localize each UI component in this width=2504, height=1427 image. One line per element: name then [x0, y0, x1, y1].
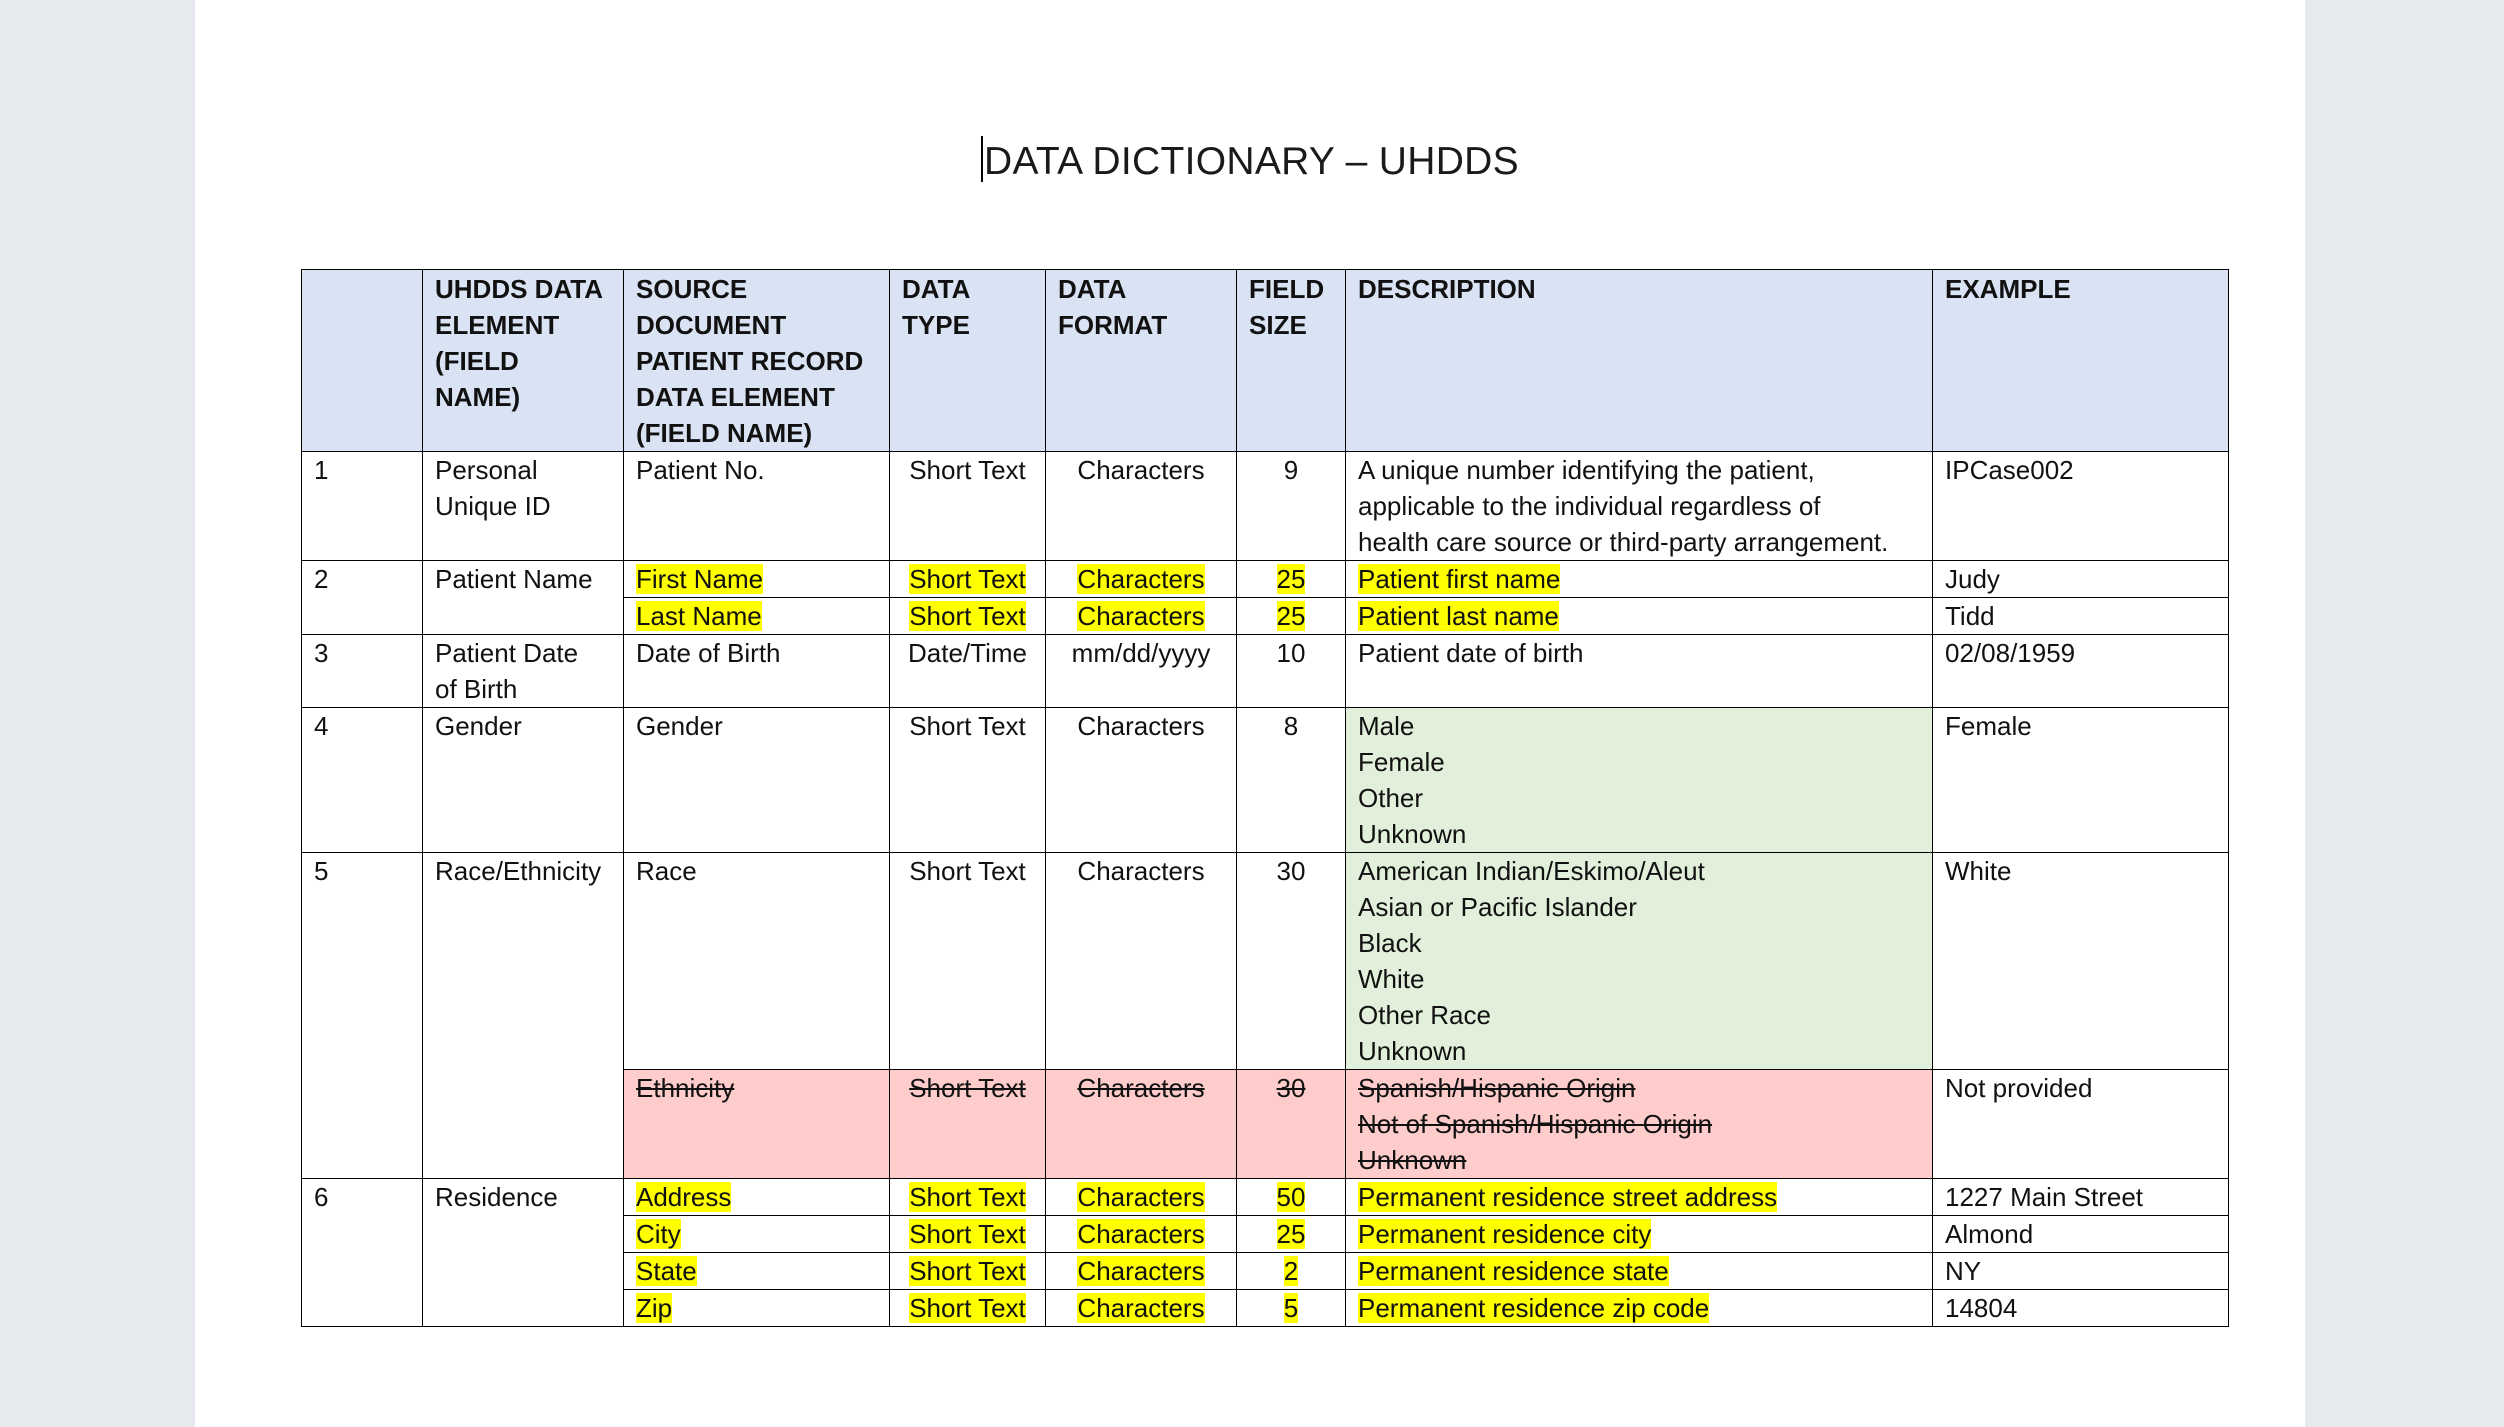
source-field-cell[interactable]: Last Name: [624, 598, 890, 635]
row-number[interactable]: 5: [302, 853, 423, 1179]
data-type-cell[interactable]: Short Text: [890, 1290, 1046, 1327]
table-row: [302, 853, 2229, 1070]
example-cell[interactable]: 1227 Main Street: [1933, 1179, 2229, 1216]
header-uhdds-element: UHDDS DATA ELEMENT (FIELD NAME): [423, 270, 624, 452]
description-cell[interactable]: Patient first name: [1346, 561, 1933, 598]
data-type-cell[interactable]: Short Text: [890, 1179, 1046, 1216]
data-type-cell[interactable]: Short Text: [890, 1216, 1046, 1253]
example-cell[interactable]: Not provided: [1933, 1070, 2229, 1179]
data-type-cell[interactable]: Short Text: [890, 598, 1046, 635]
source-field-cell[interactable]: Date of Birth: [624, 635, 890, 708]
example-cell[interactable]: NY: [1933, 1253, 2229, 1290]
example-cell[interactable]: Female: [1933, 708, 2229, 853]
uhdds-element-cell[interactable]: Patient Date of Birth: [423, 635, 624, 708]
header-data-type: DATA TYPE: [890, 270, 1046, 452]
field-size-cell[interactable]: 10: [1237, 635, 1346, 708]
source-field-cell[interactable]: State: [624, 1253, 890, 1290]
table-row: [302, 708, 2229, 853]
data-format-cell[interactable]: Characters: [1046, 1290, 1237, 1327]
field-size-cell[interactable]: 30: [1237, 853, 1346, 1070]
description-cell[interactable]: Patient last name: [1346, 598, 1933, 635]
description-cell[interactable]: Permanent residence city: [1346, 1216, 1933, 1253]
description-cell[interactable]: Spanish/Hispanic Origin Not of Spanish/Hispanic Origin Unknown: [1346, 1070, 1933, 1179]
row-number[interactable]: 1: [302, 452, 423, 561]
field-size-cell[interactable]: 25: [1237, 1216, 1346, 1253]
description-cell[interactable]: Permanent residence street address: [1346, 1179, 1933, 1216]
source-field-cell[interactable]: Race: [624, 853, 890, 1070]
example-cell[interactable]: Tidd: [1933, 598, 2229, 635]
field-size-cell[interactable]: 30: [1237, 1070, 1346, 1179]
field-size-cell[interactable]: 2: [1237, 1253, 1346, 1290]
header-field-size: FIELD SIZE: [1237, 270, 1346, 452]
data-dictionary-table: [301, 269, 2229, 1327]
example-cell[interactable]: 02/08/1959: [1933, 635, 2229, 708]
uhdds-element-cell[interactable]: Residence: [423, 1179, 624, 1327]
field-size-cell[interactable]: 25: [1237, 598, 1346, 635]
description-cell[interactable]: American Indian/Eskimo/Aleut Asian or Pacific Islander Black White Other Race Unknown: [1346, 853, 1933, 1070]
field-size-cell[interactable]: 9: [1237, 452, 1346, 561]
header-description: DESCRIPTION: [1346, 270, 1933, 452]
header-number: [302, 270, 423, 452]
table-row: [302, 561, 2229, 598]
uhdds-element-cell[interactable]: Gender: [423, 708, 624, 853]
text-cursor: [981, 136, 983, 182]
header-data-format: DATA FORMAT: [1046, 270, 1237, 452]
source-field-cell[interactable]: Ethnicity: [624, 1070, 890, 1179]
data-format-cell[interactable]: Characters: [1046, 853, 1237, 1070]
example-cell[interactable]: IPCase002: [1933, 452, 2229, 561]
uhdds-element-cell[interactable]: Personal Unique ID: [423, 452, 624, 561]
data-type-cell[interactable]: Short Text: [890, 853, 1046, 1070]
source-field-cell[interactable]: Patient No.: [624, 452, 890, 561]
data-format-cell[interactable]: Characters: [1046, 708, 1237, 853]
data-format-cell[interactable]: mm/dd/yyyy: [1046, 635, 1237, 708]
row-number[interactable]: 6: [302, 1179, 423, 1327]
example-cell[interactable]: White: [1933, 853, 2229, 1070]
example-cell[interactable]: Judy: [1933, 561, 2229, 598]
data-format-cell[interactable]: Characters: [1046, 1216, 1237, 1253]
example-cell[interactable]: Almond: [1933, 1216, 2229, 1253]
description-cell[interactable]: A unique number identifying the patient, applicable to the individual regardless of health care source or third-party arrangement.: [1346, 452, 1933, 561]
document-page: [195, 0, 2305, 1427]
uhdds-element-cell[interactable]: Patient Name: [423, 561, 624, 635]
document-title[interactable]: DATA DICTIONARY – UHDDS: [195, 136, 2305, 184]
header-example: EXAMPLE: [1933, 270, 2229, 452]
table-row: [302, 452, 2229, 561]
data-type-cell[interactable]: Short Text: [890, 561, 1046, 598]
description-cell[interactable]: Patient date of birth: [1346, 635, 1933, 708]
data-format-cell[interactable]: Characters: [1046, 561, 1237, 598]
field-size-cell[interactable]: 8: [1237, 708, 1346, 853]
row-number[interactable]: 4: [302, 708, 423, 853]
field-size-cell[interactable]: 5: [1237, 1290, 1346, 1327]
uhdds-element-cell[interactable]: Race/Ethnicity: [423, 853, 624, 1179]
source-field-cell[interactable]: City: [624, 1216, 890, 1253]
field-size-cell[interactable]: 25: [1237, 561, 1346, 598]
source-field-cell[interactable]: Gender: [624, 708, 890, 853]
description-cell[interactable]: Male Female Other Unknown: [1346, 708, 1933, 853]
source-field-cell[interactable]: Zip: [624, 1290, 890, 1327]
table-row: [302, 1179, 2229, 1216]
source-field-cell[interactable]: Address: [624, 1179, 890, 1216]
data-type-cell[interactable]: Short Text: [890, 1070, 1046, 1179]
data-type-cell[interactable]: Short Text: [890, 452, 1046, 561]
data-type-cell[interactable]: Date/Time: [890, 635, 1046, 708]
row-number[interactable]: 2: [302, 561, 423, 635]
data-type-cell[interactable]: Short Text: [890, 1253, 1046, 1290]
data-format-cell[interactable]: Characters: [1046, 598, 1237, 635]
description-cell[interactable]: Permanent residence zip code: [1346, 1290, 1933, 1327]
example-cell[interactable]: 14804: [1933, 1290, 2229, 1327]
data-format-cell[interactable]: Characters: [1046, 1179, 1237, 1216]
description-cell[interactable]: Permanent residence state: [1346, 1253, 1933, 1290]
header-row: [302, 270, 2229, 452]
field-size-cell[interactable]: 50: [1237, 1179, 1346, 1216]
data-format-cell[interactable]: Characters: [1046, 1253, 1237, 1290]
data-format-cell[interactable]: Characters: [1046, 1070, 1237, 1179]
row-number[interactable]: 3: [302, 635, 423, 708]
data-type-cell[interactable]: Short Text: [890, 708, 1046, 853]
header-source-document: SOURCE DOCUMENT PATIENT RECORD DATA ELEMENT (FIELD NAME): [624, 270, 890, 452]
data-format-cell[interactable]: Characters: [1046, 452, 1237, 561]
source-field-cell[interactable]: First Name: [624, 561, 890, 598]
table-row: [302, 635, 2229, 708]
